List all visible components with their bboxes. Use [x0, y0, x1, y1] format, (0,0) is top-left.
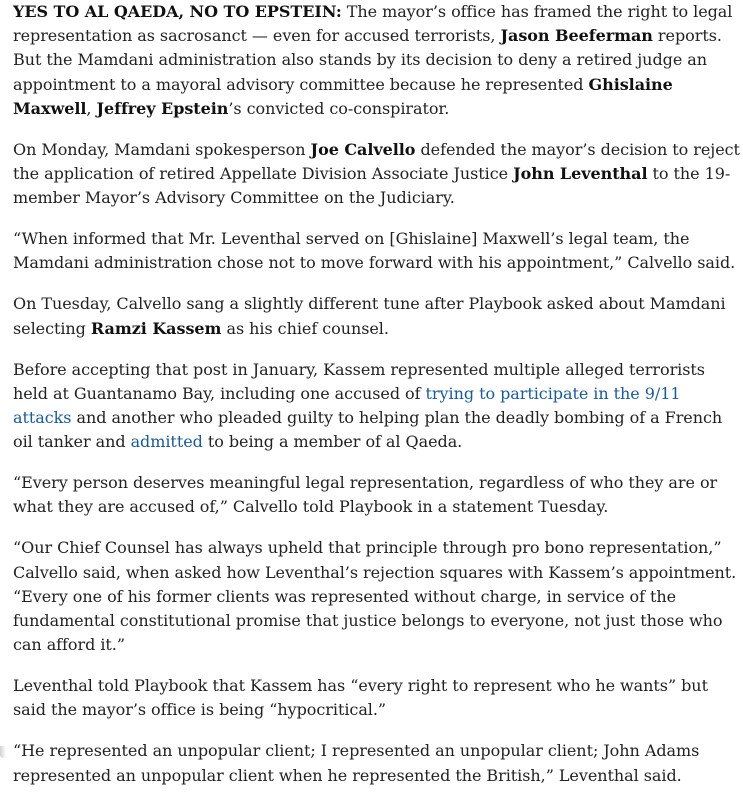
paragraph-quote-representation [13, 471, 743, 519]
paragraph-kassem-background [13, 358, 743, 455]
text-run: reports. But the Mamdani administration also stands by its decision to deny a retired judge an appointment to a mayoral advisory committee because he represented [13, 26, 722, 94]
link-admitted[interactable]: admitted [130, 432, 203, 452]
text-run: “Every person deserves meaningful legal representation, regardless of who they are or what they are accused of,” Calvello told Playbook in a statement Tuesday. [13, 473, 718, 517]
text-run: “When informed that Mr. Leventhal served on [Ghislaine] Maxwell’s legal team, the Mamdani administration chose not to move forward with his appointment,” Calvello said. [13, 229, 736, 273]
paragraph-calvello-monday [13, 138, 743, 211]
article-body [13, 0, 743, 805]
text-run: to being a member of al Qaeda. [202, 432, 463, 452]
text-run: On Tuesday, Calvello sang a slightly different tune after Playbook asked about Mamdani selecting [13, 294, 726, 338]
text-run: defended the mayor’s decision to reject the application of retired Appellate Division Associate Justice [13, 139, 740, 184]
text-run: “He represented an unpopular client; I represented an unpopular client; John Adams represented an unpopular client when he represented the British,” Leventhal said. [13, 741, 700, 785]
link-9-11-attacks[interactable]: trying to participate in the 9/11 attacks [13, 383, 681, 428]
person-name-john-leventhal: John Leventhal [513, 164, 648, 184]
text-run: Leventhal told Playbook that Kassem has “every right to represent who he wants” but said the mayor’s office is being “hypocritical.” [13, 676, 708, 720]
text-run: “Our Chief Counsel has always upheld that principle through pro bono representation,” Calvello said, when asked how Leventhal’s rejection squares with Kassem’s appointment. “Every one of his former clients was represented without charge, in service of the fundamental constitutional promise that justice belongs to everyone, not just those who can afford it.” [13, 538, 737, 655]
text-run: The mayor’s office has framed the right to legal representation as sacrosanct — even for accused terrorists, [13, 2, 733, 46]
paragraph-lede [13, 0, 743, 121]
person-name-joe-calvello: Joe Calvello [310, 139, 416, 159]
text-run: as his chief counsel. [221, 318, 389, 338]
person-name-jeffrey-epstein: Jeffrey Epstein [96, 98, 229, 118]
paragraph-quote-pro-bono [13, 536, 743, 657]
person-name-ramzi-kassem: Ramzi Kassem [90, 318, 222, 338]
text-run: On Monday, Mamdani spokesperson [13, 139, 311, 159]
paragraph-quote-john-adams [13, 739, 743, 787]
section-kicker: YES TO AL QAEDA, NO TO EPSTEIN: [13, 2, 342, 21]
paragraph-calvello-tuesday [13, 292, 743, 340]
paragraph-leventhal-hypocritical [13, 674, 743, 722]
paragraph-quote-maxwell [13, 227, 743, 275]
text-run: , [86, 98, 97, 118]
person-name-ghislaine-maxwell: Ghislaine Maxwell [13, 74, 673, 118]
text-run: and another who pleaded guilty to helping plan the deadly bombing of a French oil tanker and [13, 408, 723, 452]
person-name-jason-beeferman: Jason Beeferman [500, 26, 653, 46]
text-run: ’s convicted co-conspirator. [228, 98, 450, 118]
window-corner-shadow [0, 746, 6, 758]
text-run: Before accepting that post in January, Kassem represented multiple alleged terrorists held at Guantanamo Bay, including one accused of [13, 359, 705, 403]
text-run: to the 19-member Mayor’s Advisory Committee on the Judiciary. [13, 164, 731, 208]
